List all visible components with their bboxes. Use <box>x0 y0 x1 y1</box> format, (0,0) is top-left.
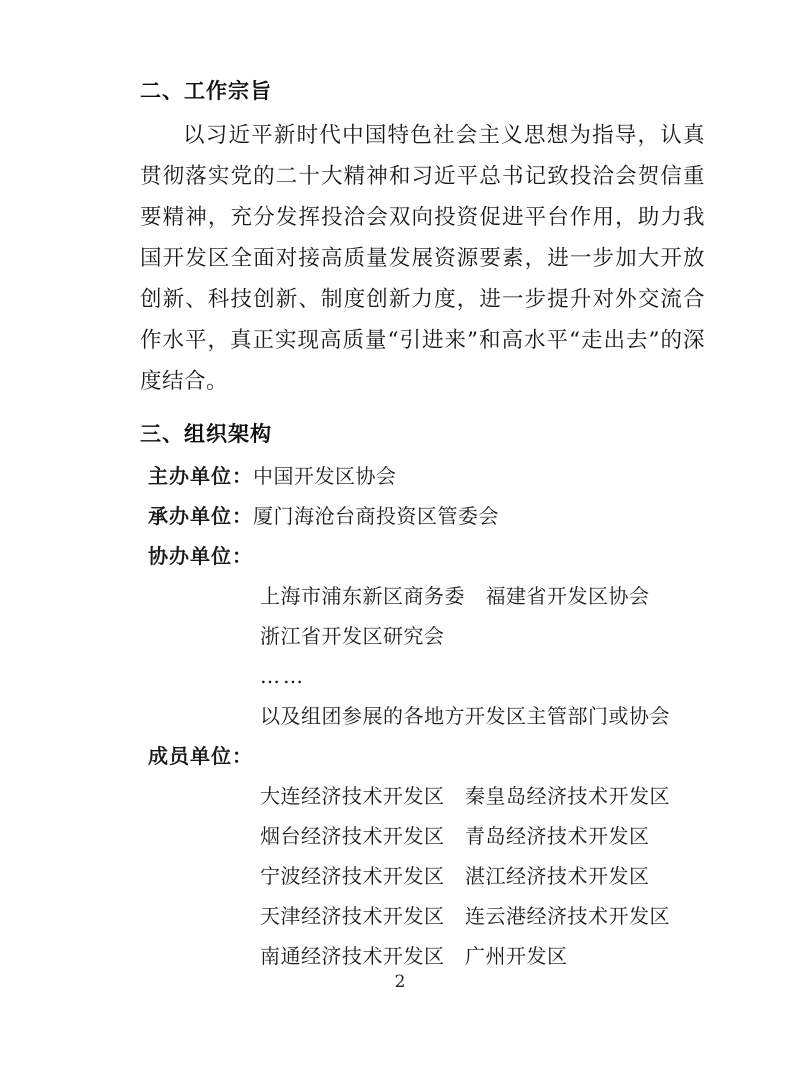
co-organizer-label: 协办单位： <box>148 544 253 568</box>
list-item: 以及组团参展的各地方开发区主管部门或协会 <box>260 704 670 728</box>
section-three-heading: 三、组织架构 <box>140 422 272 446</box>
undertaker-line <box>140 496 705 536</box>
members-list <box>140 776 705 976</box>
page-number: 2 <box>394 972 406 992</box>
undertaker-label: 承办单位： <box>148 504 253 528</box>
section-two-heading: 二、工作宗旨 <box>140 79 272 103</box>
list-item: 宁波经济技术开发区 湛江经济技术开发区 <box>260 864 650 888</box>
members-label: 成员单位： <box>148 744 253 768</box>
list-item: 南通经济技术开发区 广州开发区 <box>260 944 568 968</box>
list-item-ellipsis: …… <box>260 664 306 688</box>
undertaker-value: 厦门海沧台商投资区管委会 <box>253 504 499 528</box>
list-item: 浙江省开发区研究会 <box>260 624 445 648</box>
section-two-paragraph: 以习近平新时代中国特色社会主义思想为指导，认真贯彻落实党的二十大精神和习近平总书记致投洽会贺信重要精神，充分发挥投洽会双向投资促进平台作用，助力我国开发区全面对接高质量发展资源要素，进一步加大开放创新、科技创新、制度创新力度，进一步提升对外交流合作水平，真正实现高质量“引进来”和高水平“走出去”的深度结合。 <box>140 123 705 394</box>
organizer-label: 主办单位： <box>148 464 253 488</box>
organizer-line <box>140 456 705 496</box>
list-item: 上海市浦东新区商务委 福建省开发区协会 <box>260 584 650 608</box>
organizer-value: 中国开发区协会 <box>253 464 397 488</box>
list-item: 烟台经济技术开发区 青岛经济技术开发区 <box>260 824 650 848</box>
list-item: 大连经济技术开发区 秦皇岛经济技术开发区 <box>260 784 670 808</box>
list-item: 天津经济技术开发区 连云港经济技术开发区 <box>260 904 670 928</box>
co-organizer-list <box>140 576 705 736</box>
